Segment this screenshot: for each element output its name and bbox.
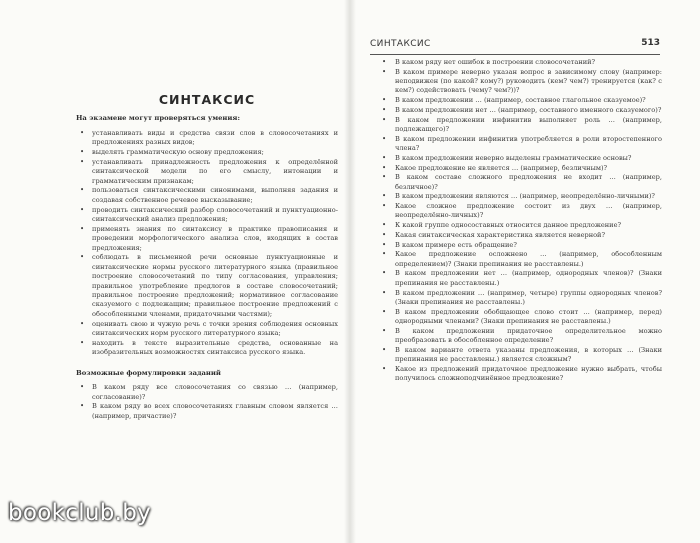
skills-heading: На экзамене могут проверяться умения: <box>76 114 240 123</box>
tasks-list-left <box>76 383 338 421</box>
list-item: • пользоваться синтаксическими синонимами, выполняя задания и создавая собственное речевое высказывание; <box>76 186 338 205</box>
list-item: • В каком варианте ответа указаны предложения, в которых … (Знаки препинания не расставлены.) является сложным? <box>378 346 662 365</box>
list-item: • Какое из предложений придаточное предложение нужно выбрать, чтобы получилось сложноподчинённое предложение? <box>378 365 662 384</box>
list-item: • оценивать свою и чужую речь с точки зрения соблюдения основных синтаксических норм русского литературного языка; <box>76 320 338 339</box>
list-item: • Какая синтаксическая характеристика является неверной? <box>378 231 662 240</box>
list-item: • В каком предложении … (например, составное глагольное сказуемое)? <box>378 96 662 105</box>
page-number: 513 <box>641 38 660 48</box>
list-item: • В каком примере неверно указан вопрос в зависимому слову (например: неподвижен (по какой? кому?) руководить (кем? чем?) тренируется (как? с кем?) содействовать (чему? чем?))? <box>378 68 662 96</box>
list-item: • К какой группе односоставных относится данное предложение? <box>378 221 662 230</box>
list-item: • Какое предложение не является … (например, безличным)? <box>378 164 662 173</box>
tasks-heading: Возможные формулировки заданий <box>76 368 221 377</box>
list-item: • В каком предложении нет … (например, составного именного сказуемого)? <box>378 106 662 115</box>
list-item: • Какое сложное предложение состоит из двух … (например, неопределённо-личных)? <box>378 202 662 221</box>
list-item: • В каком предложении инфинитив выполняет роль … (например, подлежащего)? <box>378 116 662 135</box>
book-gutter <box>344 0 356 543</box>
list-item: • В каком предложении … (например, четыре) группы однородных членов? (Знаки препинания не расставлены.) <box>378 289 662 308</box>
watermark: bookclub.by <box>8 500 152 526</box>
list-item: • соблюдать в письменной речи основные пунктуационные и синтаксические нормы русского литературного языка (правильное построение словосочетаний по типу согласования, управления; правильное употребление предлогов в составе словосочетаний; правильное построение предложений; нормативное согласование сказуемого с подлежащим; правильное построение предложений с обособленными членами, придаточными частями); <box>76 253 338 319</box>
list-item: • В каком предложении придаточное определительное можно преобразовать в обособленное определение? <box>378 327 662 346</box>
running-head-title: СИНТАКСИС <box>370 39 431 49</box>
list-item: • В каком ряду нет ошибок в построении словосочетаний? <box>378 58 662 67</box>
list-item: • В каком предложении являются … (например, неопределённо-личными)? <box>378 192 662 201</box>
list-item: • устанавливать виды и средства связи слов в словосочетаниях и предложениях разных видов; <box>76 129 338 148</box>
tasks-list-right <box>378 58 662 384</box>
list-item: • устанавливать принадлежность предложения к определённой синтаксической модели по его смыслу, интонации и грамматическим признакам; <box>76 158 338 186</box>
list-item: • В каком предложении инфинитив употребляется в роли второстепенного члена? <box>378 135 662 154</box>
list-item: • применять знания по синтаксису в практике правописания и проведении морфологического анализа слов, входящих в состав предложения; <box>76 225 338 253</box>
list-item: • В каком составе сложного предложения не входит … (например, безличное)? <box>378 173 662 192</box>
list-item: • находить в тексте выразительные средства, основанные на изобразительных возможностях синтаксиса русского языка. <box>76 339 338 358</box>
list-item: • В каком предложении обобщающее слово стоит … (например, перед) однородными членами? (Знаки препинания не расставлены.) <box>378 308 662 327</box>
right-column <box>378 58 662 384</box>
list-item: • В каком примере есть обращение? <box>378 241 662 250</box>
chapter-title: СИНТАКСИС <box>158 92 256 107</box>
list-item: • В каком предложении нет … (например, однородных членов)? (Знаки препинания не расставлены.) <box>378 269 662 288</box>
list-item: • проводить синтаксический разбор словосочетаний и пунктуационно-синтаксический анализ предложения; <box>76 206 338 225</box>
list-item: • В каком предложении неверно выделены грамматические основы? <box>378 154 662 163</box>
skills-list <box>76 129 338 358</box>
list-item: • Какое предложение осложнено … (например, обособленным определением)? (Знаки препинания не расставлены.) <box>378 250 662 269</box>
list-item: • В каком ряду все словосочетания со связью … (например, согласование)? <box>76 383 338 402</box>
list-item: • В каком ряду во всех словосочетаниях главным словом является … (например, причастие)? <box>76 402 338 421</box>
left-column <box>76 92 338 422</box>
list-item: • выделять грамматическую основу предложения; <box>76 148 338 157</box>
running-head <box>370 38 660 55</box>
